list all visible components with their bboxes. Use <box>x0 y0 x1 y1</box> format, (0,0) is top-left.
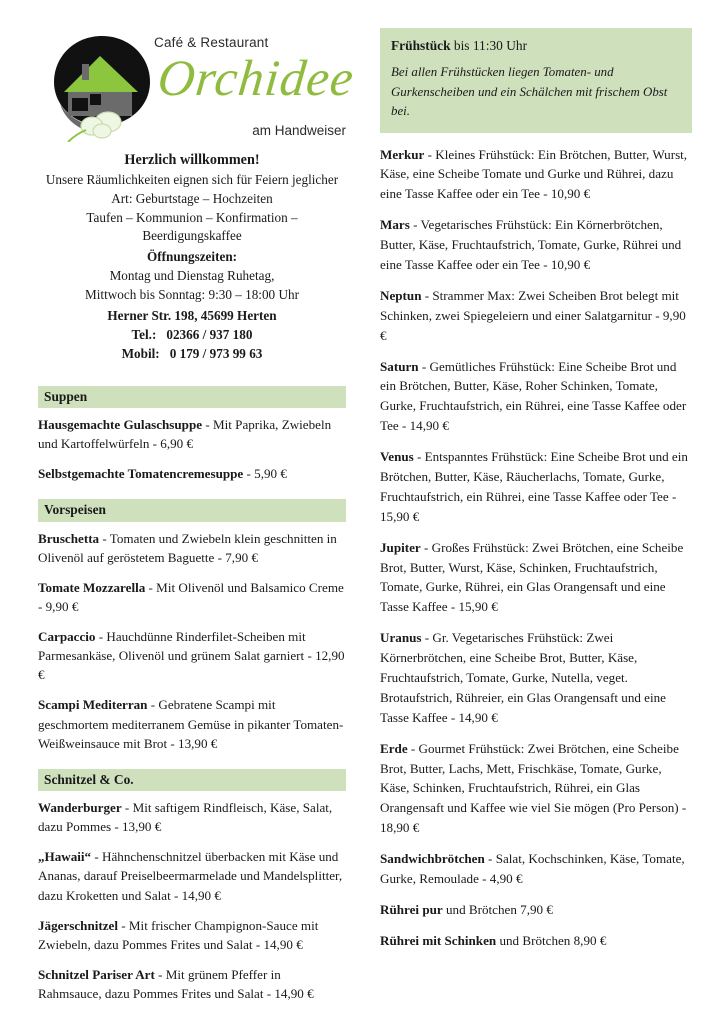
restaurant-logo <box>38 28 357 146</box>
breakfast-item-name: Uranus <box>380 630 422 646</box>
breakfast-item-description: - Strammer Max: Zwei Scheiben Brot belegt mit Schinken, zwei Spiegeleiern und einer Salatgarnitur - 9,90 € <box>380 287 686 343</box>
welcome-block <box>38 150 346 364</box>
menu-item-name: „Hawaii“ <box>38 849 92 865</box>
menu-item-name: Jägerschnitzel <box>38 917 118 933</box>
breakfast-item-description: - Gourmet Frühstück: Zwei Brötchen, eine Scheibe Brot, Butter, Lachs, Mett, Frischkäse, Tomate, Gurke, Käse, Schinken, Fruchtaufstrich, Rührei, ein Glas Orangensaft und Kaffee wie viel Sie mögen (Pro Person) - 18,90 € <box>380 740 687 836</box>
welcome-line-2: Art: Geburtstage – Hochzeiten <box>111 190 273 206</box>
breakfast-item <box>380 145 692 205</box>
section-header-schnitzel: Schnitzel & Co. <box>38 769 346 791</box>
opening-hours-line-2: Mittwoch bis Sonntag: 9:30 – 18:00 Uhr <box>85 286 299 302</box>
orchidee-logo-icon <box>46 30 158 142</box>
welcome-line-3: Taufen – Kommunion – Konfirmation – <box>86 209 298 225</box>
menu-item-description: - Mit grünem Pfeffer in Rahmsauce, dazu Pommes Frites und Salat - 14,90 € <box>38 966 314 1002</box>
breakfast-item <box>380 447 692 527</box>
breakfast-item-description: und Brötchen 7,90 € <box>442 901 553 917</box>
breakfast-item-name: Saturn <box>380 358 419 374</box>
telephone-label: Tel.: <box>131 327 157 343</box>
breakfast-item-name: Venus <box>380 449 414 465</box>
section-header-vorspeisen: Vorspeisen <box>38 499 346 521</box>
breakfast-item <box>380 900 692 920</box>
menu-item <box>38 847 346 904</box>
section-header-suppen: Suppen <box>38 386 346 408</box>
breakfast-item-name: Erde <box>380 740 408 756</box>
menu-item-name: Carpaccio <box>38 629 96 645</box>
breakfast-item-description: - Gemütliches Frühstück: Eine Scheibe Brot und ein Brötchen, Butter, Käse, Roher Schinken, Tomate, Gurke, Fruchtaufstrich, ein Rührei, eine Tasse Kaffee oder Tee - 14,90 € <box>380 358 687 434</box>
address-line: Herner Str. 198, 45699 Herten <box>107 308 277 324</box>
menu-item-description: - Mit Paprika, Zwiebeln und Kartoffelwürfeln - 6,90 € <box>38 416 332 452</box>
menu-item-description: - Gebratene Scampi mit geschmortem mediterranem Gemüse in pikanter Tomaten-Weißweinsauce mit Brot - 13,90 € <box>38 697 344 751</box>
breakfast-item-name: Neptun <box>380 287 422 303</box>
menu-item-description: - Tomaten und Zwiebeln klein geschnitten in Olivenöl auf geröstetem Baguette - 7,90 € <box>38 530 337 565</box>
breakfast-item <box>380 739 692 838</box>
breakfast-item-description: - Gr. Vegetarisches Frühstück: Zwei Körnerbrötchen, eine Scheibe Brot, Butter, Käse, Fruchtaufstrich, Tomate, Gurke, Nutella, veget. Brotaufstrich, Rühreier, ein Glas Orangensaft und eine Tasse Kaffee - 14,90 € <box>380 630 666 725</box>
breakfast-title-name: Frühstück <box>391 38 451 53</box>
menu-item <box>38 627 346 684</box>
menu-item-description: - Hähnchenschnitzel überbacken mit Käse und Ananas, darauf Preiselbeermarmelade und Mandelsplitter, dazu Kroketten und Salat - 14,90 € <box>38 849 343 903</box>
menu-item <box>38 695 346 752</box>
menu-item-name: Schnitzel Pariser Art <box>38 966 155 982</box>
logo-bottom-text: am Handweiser <box>252 123 346 138</box>
menu-item <box>38 415 346 453</box>
breakfast-item-description: - Salat, Kochschinken, Käse, Tomate, Gurke, Remoulade - 4,90 € <box>380 851 685 886</box>
opening-hours-heading: Öffnungszeiten: <box>146 249 238 265</box>
breakfast-item-name: Rührei mit Schinken <box>380 932 497 948</box>
left-column <box>38 28 357 1014</box>
menu-item-description: - Mit Olivenöl und Balsamico Creme - 9,90 € <box>38 579 344 614</box>
menu-item <box>38 529 346 567</box>
menu-item-description: - Hauchdünne Rinderfilet-Scheiben mit Parmesankäse, Olivenöl und grünem Salat garniert - 12,90 € <box>38 629 345 683</box>
welcome-line-1: Unsere Räumlichkeiten eignen sich für Feiern jeglicher <box>45 172 339 188</box>
breakfast-item <box>380 357 692 437</box>
mobile-label: Mobil: <box>121 345 160 361</box>
breakfast-item <box>380 849 692 889</box>
right-column <box>380 28 692 1014</box>
menu-item-name: Bruschetta <box>38 530 100 546</box>
breakfast-item <box>380 215 692 275</box>
menu-item-description: - 5,90 € <box>243 466 287 482</box>
logo-top-text: Café & Restaurant <box>154 35 269 50</box>
telephone-value: 02366 / 937 180 <box>166 327 253 343</box>
breakfast-item <box>380 628 692 727</box>
menu-item-name: Tomate Mozzarella <box>38 579 146 595</box>
menu-item-name: Selbstgemachte Tomatencremesuppe <box>38 466 244 482</box>
breakfast-item-name: Jupiter <box>380 539 421 555</box>
menu-item <box>38 464 346 483</box>
breakfast-intro-box <box>380 28 692 133</box>
breakfast-item-description: - Großes Frühstück: Zwei Brötchen, eine Scheibe Brot, Butter, Wurst, Käse, Schinken, Fruchtaufstrich, Tomate, Gurke, Rührei, ein Glas Orangensaft und eine Tasse Kaffee - 15,90 € <box>380 539 684 615</box>
breakfast-item-name: Rührei pur <box>380 901 443 917</box>
breakfast-item-name: Sandwichbrötchen <box>380 851 485 867</box>
breakfast-item <box>380 286 692 346</box>
breakfast-title-rest: bis 11:30 Uhr <box>450 38 528 53</box>
menu-item-name: Hausgemachte Gulaschsuppe <box>38 416 203 432</box>
opening-hours-line-1: Montag und Dienstag Ruhetag, <box>109 267 275 283</box>
breakfast-item-description: - Kleines Frühstück: Ein Brötchen, Butter, Wurst, Käse, eine Scheibe Tomate und Gurke und Rührei, dazu eine Tasse Kaffee oder ein Tee - 10,90 € <box>380 146 688 202</box>
welcome-heading: Herzlich willkommen! <box>124 152 260 168</box>
breakfast-note: Bei allen Frühstücken liegen Tomaten- und Gurkenscheiben und ein Schälchen mit frischem Obst bei. <box>391 65 668 119</box>
menu-item-description: - Mit frischer Champignon-Sauce mit Zwiebeln, dazu Pommes Frites und Salat - 14,90 € <box>38 917 319 952</box>
mobile-line <box>38 345 346 364</box>
menu-item-name: Scampi Mediterran <box>38 697 148 713</box>
breakfast-item-name: Mars <box>380 217 410 233</box>
menu-item <box>38 916 346 954</box>
mobile-value: 0 179 / 973 99 63 <box>169 345 263 361</box>
menu-item <box>38 578 346 616</box>
logo-script-text: Orchidee <box>155 51 357 107</box>
welcome-line-4: Beerdigungskaffee <box>142 228 242 244</box>
menu-item-description: - Mit saftigem Rindfleisch, Käse, Salat, dazu Pommes - 13,90 € <box>38 800 333 835</box>
menu-item-name: Wanderburger <box>38 800 122 816</box>
menu-item <box>38 798 346 836</box>
telephone-line <box>38 326 346 345</box>
breakfast-item-description: - Entspanntes Frühstück: Eine Scheibe Brot und ein Brötchen, Butter, Käse, Räucherlachs, Tomate, Gurke, Fruchtaufstrich, ein Rührei, eine Tasse Kaffee oder Tee - 15,90 € <box>380 449 688 524</box>
breakfast-item-name: Merkur <box>380 146 425 162</box>
breakfast-item-description: und Brötchen 8,90 € <box>496 932 607 948</box>
breakfast-title <box>391 37 680 54</box>
breakfast-item-description: - Vegetarisches Frühstück: Ein Körnerbrötchen, Butter, Käse, Fruchtaufstrich, Tomate, Gurke, Rührei und eine Tasse Kaffee oder ein Tee - 10,90 € <box>380 217 682 272</box>
breakfast-item <box>380 538 692 618</box>
menu-item <box>38 965 346 1003</box>
breakfast-item <box>380 931 692 951</box>
